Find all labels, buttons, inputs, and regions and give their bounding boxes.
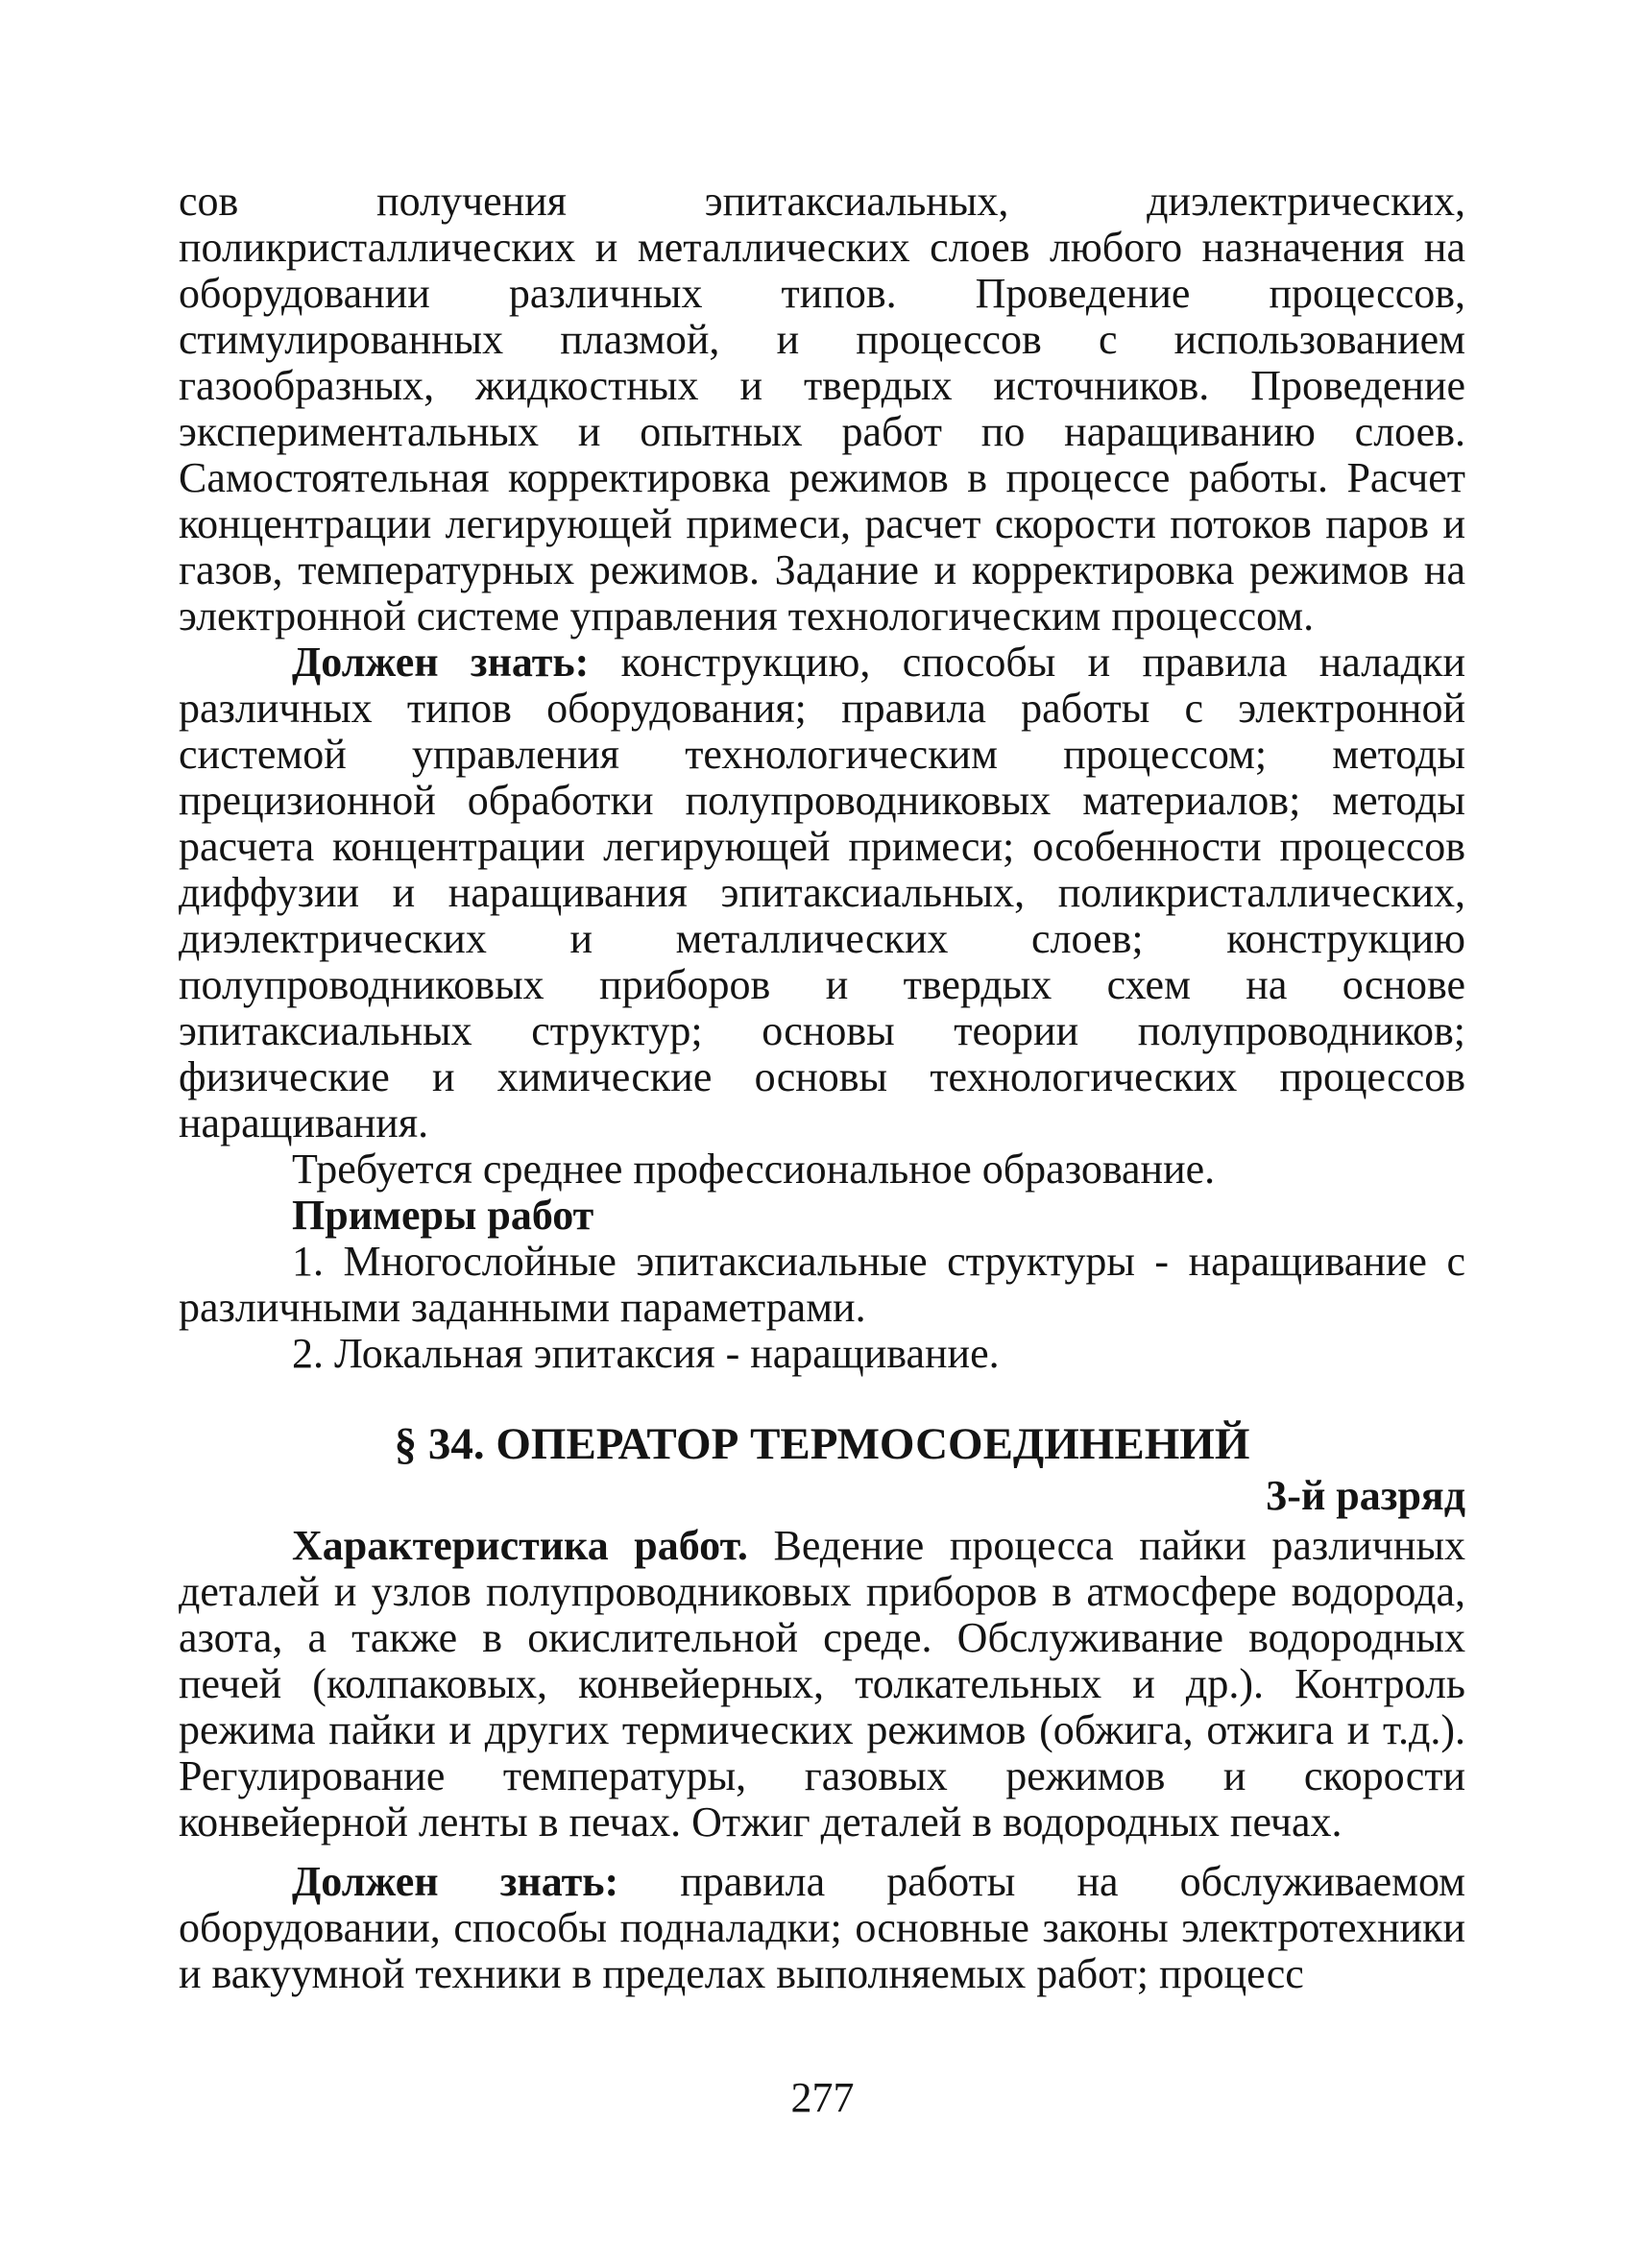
paragraph-must-know-2 — [179, 1859, 1465, 1997]
grade-label: 3-й разряд — [1266, 1472, 1465, 1519]
paragraph-work-characteristics — [179, 1523, 1465, 1846]
paragraph-intro: сов получения эпитаксиальных, диэлектрических, поликристаллических и металлических слоев любого назначения на оборудовании различных типов. Проведение процессов, стимулированных плазмой, и процессов с использованием газообразных, жидкостных и твердых источников. Проведение экспериментальных и опытных работ по наращиванию слоев. Самостоятельная корректировка режимов в процессе работы. Расчет концентрации легирующей примеси, расчет скорости потоков паров и газов, температурных режимов. Задание и корректировка режимов на электронной системе управления технологическим процессом. — [179, 178, 1465, 639]
must-know-text-2: правила работы на обслуживаемом оборудовании, способы подналадки; основные законы электротехники и вакуумной техники в пределах выполняемых работ; процесс — [179, 1858, 1465, 1997]
example-item-2: 2. Локальная эпитаксия - наращивание. — [292, 1330, 1000, 1377]
characteristics-label: Характеристика работ. — [292, 1522, 748, 1569]
must-know-text: конструкцию, способы и правила наладки различных типов оборудования; правила работы с электронной системой управления технологическим процессом; методы прецизионной обработки полупроводниковых материалов; методы расчета концентрации легирующей примеси; особенности процессов диффузии и наращивания эпитаксиальных, поликристаллических, диэлектрических и металлических слоев; конструкцию полупроводниковых приборов и твердых схем на основе эпитаксиальных структур; основы теории полупроводников; физические и химические основы технологических процессов наращивания. — [179, 639, 1465, 1146]
examples-heading: Примеры работ — [292, 1192, 594, 1239]
paragraph-education: Требуется среднее профессиональное образование. — [292, 1146, 1216, 1193]
page-number: 277 — [790, 2074, 855, 2121]
section-heading: § 34. ОПЕРАТОР ТЕРМОСОЕДИНЕНИЙ — [394, 1419, 1250, 1469]
page-body — [179, 179, 1465, 1997]
characteristics-text: Ведение процесса пайки различных деталей и узлов полупроводниковых приборов в атмосфере водорода, азота, а также в окислительной среде. Обслуживание водородных печей (колпаковых, конвейерных, толкательных и др.). Контроль режима пайки и других термических режимов (обжига, отжига и т.д.). Регулирование температуры, газовых режимов и скорости конвейерной ленты в печах. Отжиг деталей в водородных печах. — [179, 1522, 1466, 1846]
example-item-1: 1. Многослойные эпитаксиальные структуры - наращивание с различными заданными параметрами. — [179, 1238, 1465, 1331]
must-know-label-2: Должен знать: — [292, 1858, 619, 1905]
must-know-label: Должен знать: — [292, 639, 590, 686]
paragraph-must-know-1 — [179, 639, 1465, 1146]
